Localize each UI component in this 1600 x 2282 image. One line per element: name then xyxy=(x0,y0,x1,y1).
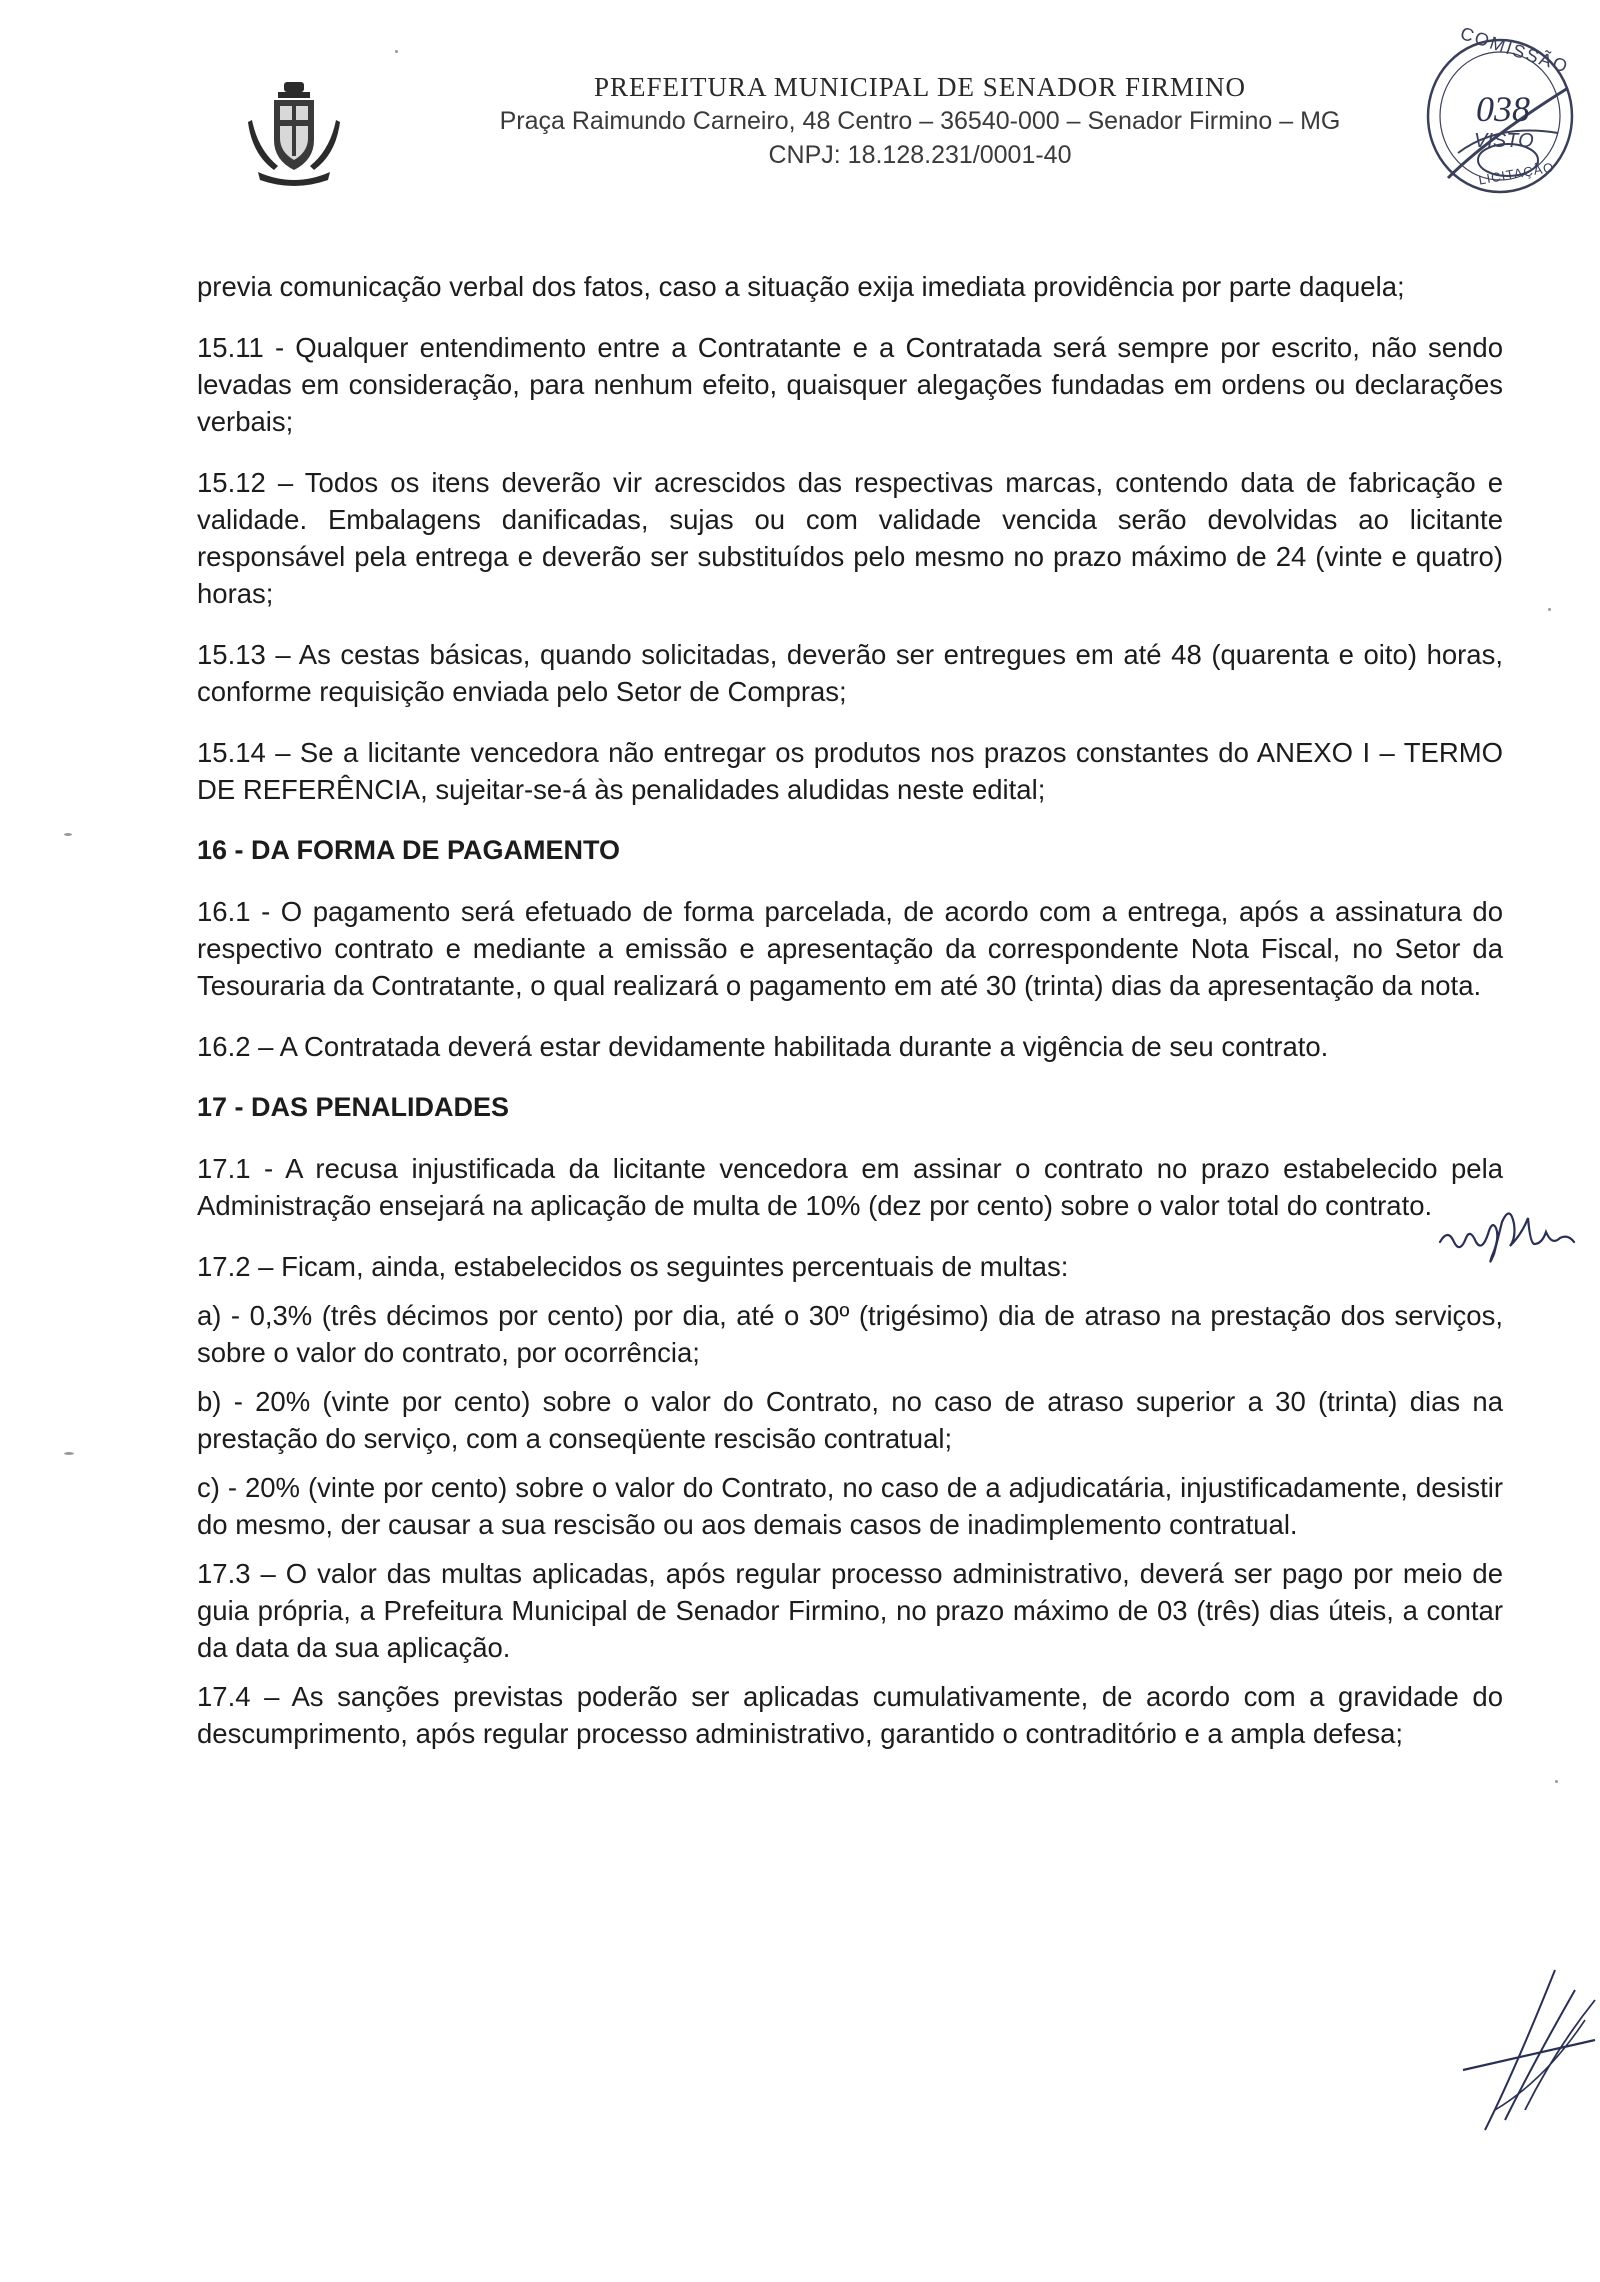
scan-speck xyxy=(395,50,398,53)
document-body xyxy=(197,268,1503,1764)
municipality-address: Praça Raimundo Carneiro, 48 Centro – 36540-000 – Senador Firmino – MG xyxy=(499,107,1341,135)
clause-15-14: 15.14 – Se a licitante vencedora não entregar os produtos nos prazos constantes do ANEXO I – TERMO DE REFERÊNCIA, sujeitar-se-á às penalidades aludidas neste edital; xyxy=(197,737,1503,805)
section-heading-16: 16 - DA FORMA DE PAGAMENTO xyxy=(197,835,621,865)
clause-17-3: 17.3 – O valor das multas aplicadas, após regular processo administrativo, deverá ser pago por meio de guia própria, a Prefeitura Municipal de Senador Firmino, no prazo máximo de 03 (três) dias úteis, a contar da data da sua aplicação. xyxy=(197,1558,1503,1663)
handwritten-rubric-signature xyxy=(1455,1960,1600,2140)
clause-17-4: 17.4 – As sanções previstas poderão ser aplicadas cumulativamente, de acordo com a gravidade do descumprimento, após regular processo administrativo, garantido o contraditório e a ampla defesa; xyxy=(197,1681,1503,1749)
letterhead xyxy=(0,0,1600,220)
scan-speck xyxy=(64,833,72,836)
clause-16-1: 16.1 - O pagamento será efetuado de forma parcelada, de acordo com a entrega, após a assinatura do respectivo contrato e mediante a emissão e apresentação da correspondente Nota Fiscal, no Setor da Tesouraria da Contratante, o qual realizará o pagamento em até 30 (trinta) dias da apresentação da nota. xyxy=(197,896,1503,1001)
clause-15-13: 15.13 – As cestas básicas, quando solicitadas, deverão ser entregues em até 48 (quarenta e oito) horas, conforme requisição enviada pelo Setor de Compras; xyxy=(197,639,1503,707)
municipality-title: PREFEITURA MUNICIPAL DE SENADOR FIRMINO xyxy=(593,72,1247,102)
scan-speck xyxy=(64,1452,74,1455)
stamp-text-mid: VISTO xyxy=(1474,130,1534,152)
clause-17-2-c: c) - 20% (vinte por cento) sobre o valor do Contrato, no caso de a adjudicatária, injustificadamente, desistir do mesmo, der causar a sua rescisão ou aos demais casos de inadimplemento contratual. xyxy=(197,1472,1503,1540)
scan-speck xyxy=(1548,608,1551,611)
paragraph-continuation: previa comunicação verbal dos fatos, caso a situação exija imediata providência por parte daquela; xyxy=(197,271,1405,302)
scan-speck xyxy=(1555,1780,1558,1783)
municipality-cnpj: CNPJ: 18.128.231/0001-40 xyxy=(768,141,1072,169)
clause-17-2-a: a) - 0,3% (três décimos por cento) por dia, até o 30º (trigésimo) dia de atraso na prestação dos serviços, sobre o valor do contrato, por ocorrência; xyxy=(197,1300,1503,1368)
stamp-text-bottom: LICITAÇÃO xyxy=(1477,159,1556,188)
section-heading-17: 17 - DAS PENALIDADES xyxy=(197,1092,510,1122)
clause-15-12: 15.12 – Todos os itens deverão vir acrescidos das respectivas marcas, contendo data de fabricação e validade. Embalagens danificadas, sujas ou com validade vencida serão devolvidas ao licitante responsável pela entrega e deverão ser substituídos pelo mesmo no prazo máximo de 24 (vinte e quatro) horas; xyxy=(197,467,1503,609)
commission-stamp xyxy=(1418,23,1578,198)
clause-17-2-b: b) - 20% (vinte por cento) sobre o valor do Contrato, no caso de atraso superior a 30 (trinta) dias na prestação do serviço, com a conseqüente rescisão contratual; xyxy=(197,1386,1503,1454)
clause-17-2: 17.2 – Ficam, ainda, estabelecidos os seguintes percentuais de multas: xyxy=(197,1251,1069,1282)
clause-15-11: 15.11 - Qualquer entendimento entre a Contratante e a Contratada será sempre por escrito, não sendo levadas em consideração, para nenhum efeito, quaisquer alegações fundadas em ordens ou declarações verbais; xyxy=(197,332,1503,437)
stamp-text-top: COMISSÃO xyxy=(1457,23,1572,77)
coat-of-arms-icon xyxy=(248,80,340,188)
clause-16-2: 16.2 – A Contratada deverá estar devidamente habilitada durante a vigência de seu contrato. xyxy=(197,1031,1329,1062)
handwritten-initials-signature xyxy=(1430,1198,1580,1268)
clause-17-1: 17.1 - A recusa injustificada da licitante vencedora em assinar o contrato no prazo estabelecido pela Administração ensejará na aplicação de multa de 10% (dez por cento) sobre o valor total do contrato. xyxy=(197,1153,1503,1221)
stamp-number: 038 xyxy=(1476,89,1530,129)
